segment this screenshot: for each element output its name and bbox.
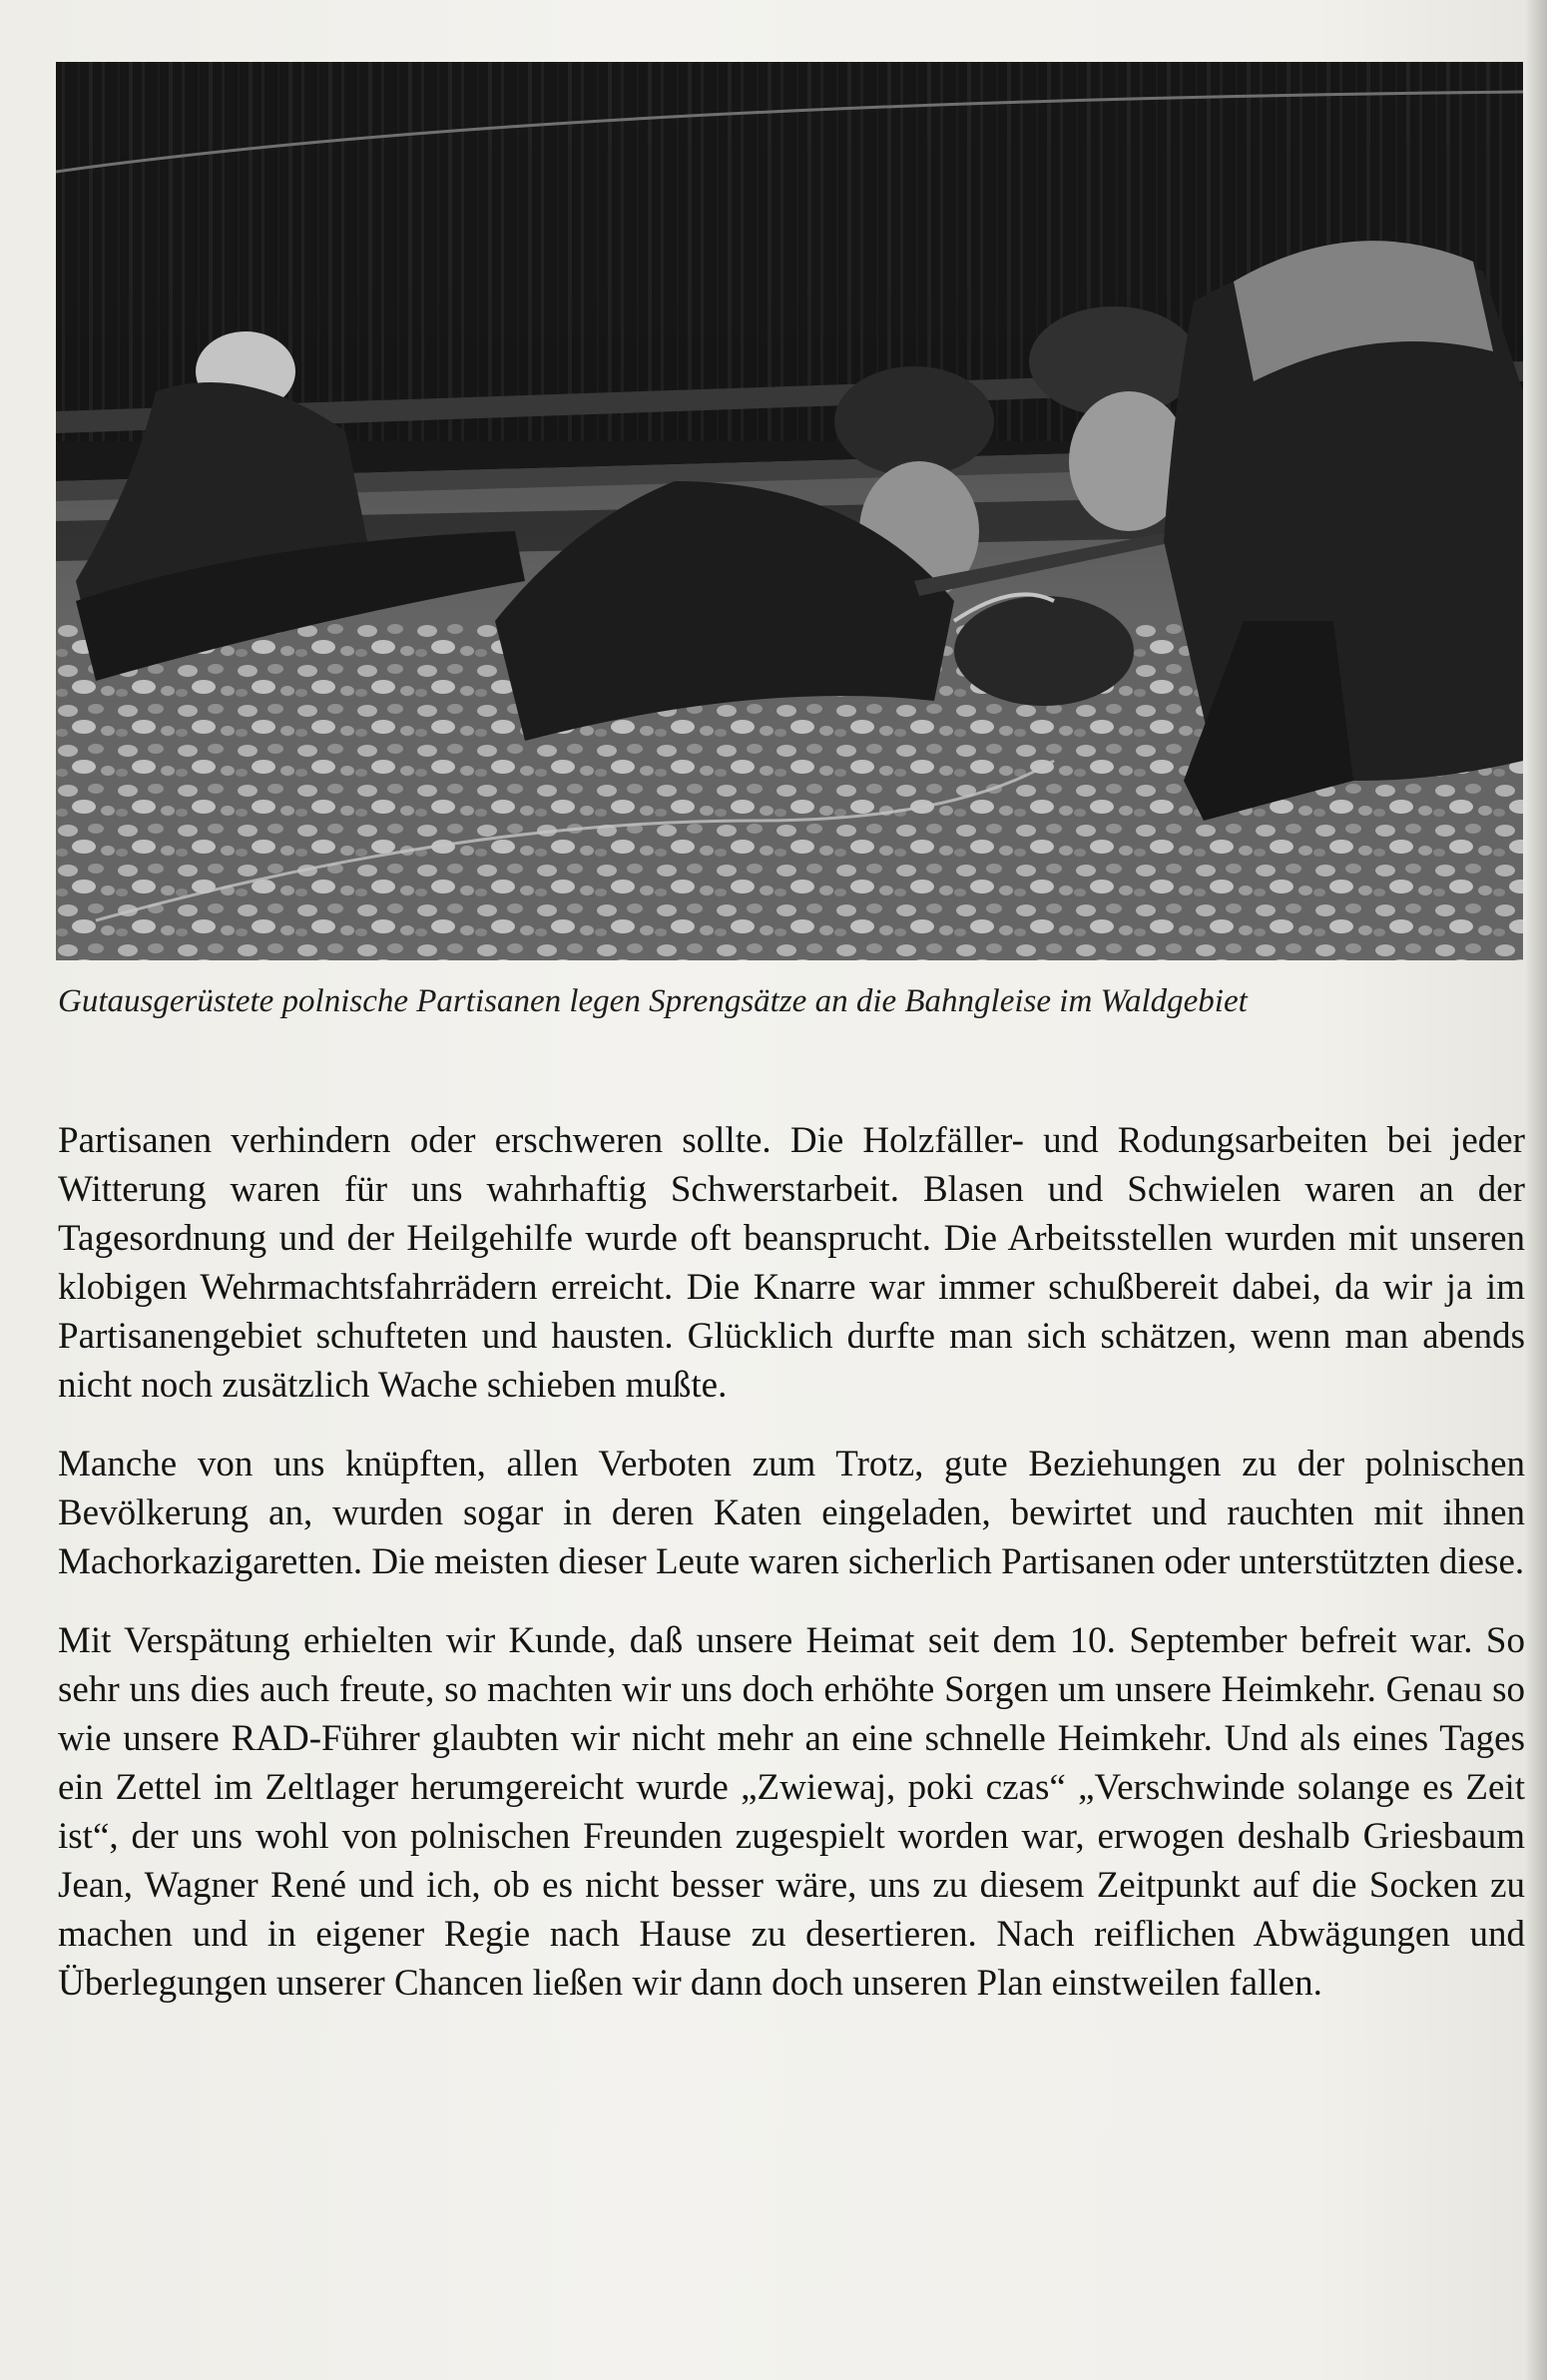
body-text xyxy=(58,1116,1525,2008)
page-edge-shadow xyxy=(1525,0,1547,2380)
photo-partisans xyxy=(56,62,1523,960)
paragraph-2: Manche von uns knüpften, allen Verboten zum Trotz, gute Beziehungen zu der polnischen Bevölkerung an, wurden sogar in deren Katen eingeladen, bewirtet und rauchten mit ihnen Machorkazigaretten. Die meisten dieser Leute waren sicherlich Partisanen oder unterstützten diese. xyxy=(58,1444,1525,1582)
paragraph-1: Partisanen verhindern oder erschweren sollte. Die Holzfäller- und Rodungsarbeiten bei jeder Witterung waren für uns wahrhaftig Schwerstarbeit. Blasen und Schwielen waren an der Tagesordnung und der Heilgehilfe wurde oft beansprucht. Die Arbeitsstellen wurden mit unseren klobigen Wehrmachtsfahrrädern erreicht. Die Knarre war immer schußbereit dabei, da wir ja im Partisanengebiet schufteten und hausten. Glücklich durfte man sich schätzen, wenn man abends nicht noch zusätzlich Wache schieben mußte. xyxy=(58,1120,1525,1406)
paragraph-3: Mit Verspätung erhielten wir Kunde, daß unsere Heimat seit dem 10. September befreit war. So sehr uns dies auch freute, so machten wir uns doch erhöhte Sorgen um unsere Heimkehr. Genau so wie unsere RAD-Führer glaubten wir nicht mehr an eine schnelle Heimkehr. Und als eines Tages ein Zettel im Zeltlager herumgereicht wurde „Zwiewaj, poki czas“ „Verschwinde solange es Zeit ist“, der uns wohl von polnischen Freunden zugespielt worden war, erwogen deshalb Griesbaum Jean, Wagner René und ich, ob es nicht besser wäre, uns zu diesem Zeitpunkt auf die Socken zu machen und in eigener Regie nach Hause zu desertieren. Nach reiflichen Abwägungen und Überlegungen unserer Chancen ließen wir dann doch unseren Plan einstweilen fallen. xyxy=(58,1620,1525,2004)
photo-caption: Gutausgerüstete polnische Partisanen legen Sprengsätze an die Bahngleise im Waldgebiet xyxy=(58,983,1248,1019)
photograph-partisans-railway-icon xyxy=(56,62,1523,960)
